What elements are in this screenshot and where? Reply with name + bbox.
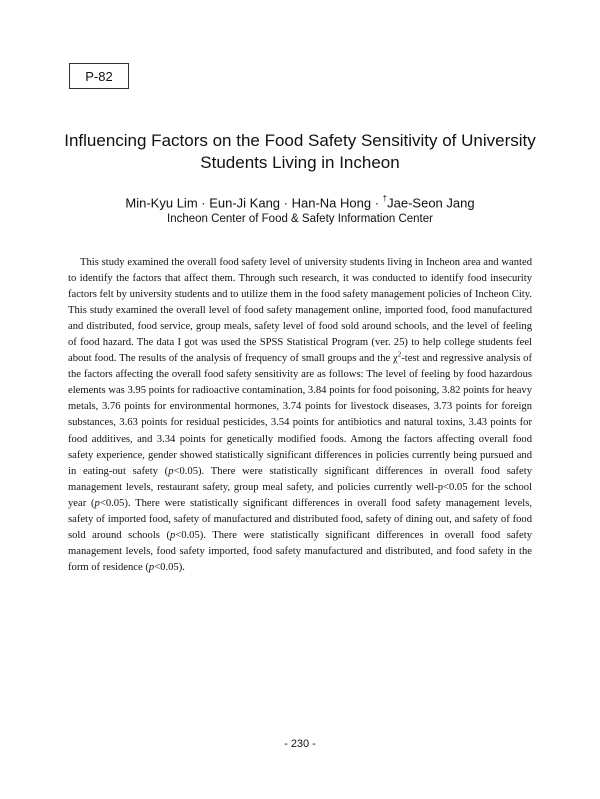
p-value-symbol: p [169,529,176,541]
author-list [40,191,560,212]
abstract-text: <0.05). There were statistically significant differences in overall food safety management levels, restaurant safety, group meal safety, and policies currently well-p<0.05 for the school year ( [68,465,533,509]
p-value-symbol: p [168,465,174,477]
author-separator: · [280,195,292,211]
page-number: - 230 - [284,738,316,750]
abstract-text: This study examined the overall food safety level of university students living in Incheon area and wanted to identify the factors that affect them. Through such research, it was conducted to identify food insecurity factors felt by university students and to utilize them in the food safety management policies of Incheon City. This study examined the overall level of food safety management online, imported food, food manufactured and distributed, food service, group meals, safety level of food sold around schools, and the level of feeling of food hazard. The data I got was used the SPSS Statistical Program (ver. 25) to help college students feel about food. The results of the analysis of frequency of small groups and the χ [68,257,532,365]
author-3: Han-Na Hong [291,195,372,211]
chi-square-superscript: 2 [397,350,402,359]
author-separator: · [371,195,383,211]
author-4: Jae-Seon Jang [387,195,475,211]
author-2: Eun-Ji Kang [209,195,281,211]
affiliation: Incheon Center of Food & Safety Information Center [167,213,433,225]
poster-id-text: P-82 [85,68,113,84]
author-1: Min-Kyu Lim [125,195,198,211]
poster-id-badge [69,63,129,89]
abstract-paragraph [68,255,532,576]
abstract-body [68,255,532,576]
author-separator: · [197,195,210,211]
abstract-text: <0.05). [154,561,185,573]
corresponding-author-mark: † [382,194,388,203]
p-value-symbol: p [94,497,100,509]
paper-title: Influencing Factors on the Food Safety Sensitivity of University Students Living in Incheon [64,131,536,172]
abstract-text: <0.05). There were statistically significant differences in overall food safety management levels, food safety imported, food safety manufactured and distributed, and food safety in the form of residence ( [68,529,532,573]
abstract-text: -test and regressive analysis of the factors affecting the overall food safety sensitivity are as follows: The level of feeling by food hazardous elements was 3.95 points for radioactive contamination, 3.84 points for food poisoning, 3.82 points for heavy metals, 3.76 points for environmental hormones, 3.74 points for livestock diseases, 3.73 points for foreign substances, 3.63 points for residual pesticides, 3.54 points for antibiotics and natural toxins, 3.43 points for food additives, and 3.34 points for genetically modified foods. Among the factors affecting overall food safety experience, gender showed statistically significant differences in policies currently being pursued and in eating-out safety ( [68,353,532,477]
abstract-text: <0.05). There were statistically significant differences in overall food safety management levels, safety of imported food, safety of manufactured and distributed food, safety of dining out, and safety of food sold around schools ( [68,497,532,541]
p-value-symbol: p [148,561,155,573]
